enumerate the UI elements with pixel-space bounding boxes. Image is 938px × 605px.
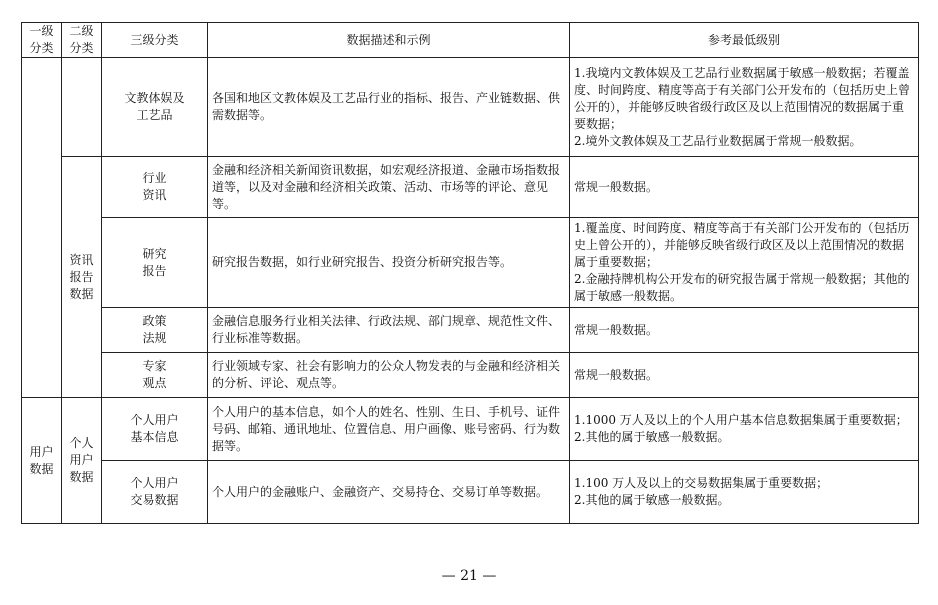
text-line: 分类 [29,41,54,55]
min-level-cell: 常规一般数据。 [570,353,919,398]
table-row [22,157,919,218]
table-row [22,398,919,461]
level3-cell [102,398,208,461]
text-line: 1.我境内文教体娱及工艺品行业数据属于敏感一般数据；若覆盖度、时间跨度、精度等高于有关部门公开发布的（包括历史上曾公开的），并能够反映省级行政区及以上范围情况的数据属于重要数据； [574,65,911,131]
header-level2 [62,23,102,58]
text-line: 报告 [142,263,167,278]
min-level-cell: 常规一般数据。 [570,308,919,353]
table-row [22,58,919,157]
text-line: 研究 [142,246,167,261]
text-line: 分类 [69,41,94,55]
text-line: 2.其他的属于敏感一般数据。 [574,493,730,507]
text-line: 个人 [69,436,94,450]
text-line: 个人用户 [130,476,179,490]
level2-cell-user [62,398,102,524]
level2-cell-zixun [62,157,102,398]
data-classification-table [21,22,919,524]
text-line: 个人用户 [130,413,179,427]
text-line: 用户 [29,444,54,459]
text-line: 1.覆盖度、时间跨度、精度等高于有关部门公开发布的（包括历史上曾公开的），并能够反映省级行政区及以上范围情况的数据属于重要数据； [574,221,910,269]
header-min-level: 参考最低级别 [570,23,919,58]
min-level-cell: 常规一般数据。 [570,157,919,218]
table-row [22,353,919,398]
min-level-cell [570,461,919,524]
table-row [22,461,919,524]
text-line: 1.100 万人及以上的交易数据集属于重要数据； [574,476,829,490]
table-row [22,308,919,353]
text-line: 文教体娱及 [124,91,185,105]
level3-cell [102,218,208,308]
level2-cell-empty [62,58,102,157]
level3-cell [102,461,208,524]
header-description: 数据描述和示例 [208,23,570,58]
text-line: 二级 [69,24,94,38]
text-line: 一级 [29,24,54,38]
text-line: 1.1000 万人及以上的个人用户基本信息数据集属于重要数据； [574,413,908,427]
text-line: 基本信息 [130,430,179,444]
text-line: 数据 [29,461,54,476]
header-level3: 三级分类 [102,23,208,58]
header-level1 [22,23,62,58]
text-line: 数据 [69,470,94,484]
text-line: 用户 [69,453,94,467]
level3-cell [102,308,208,353]
min-level-cell [570,398,919,461]
level1-cell-user [22,398,62,524]
description-cell: 行业领域专家、社会有影响力的公众人物发表的与金融和经济相关的分析、评论、观点等。 [208,353,570,398]
text-line: 专家 [142,359,167,373]
text-line: 行业 [142,171,167,185]
page-number: — 21 — [441,568,497,584]
description-cell: 金融信息服务行业相关法律、行政法规、部门规章、规范性文件、行业标准等数据。 [208,308,570,353]
text-line: 2.其他的属于敏感一般数据。 [574,430,730,444]
text-line: 资讯 [69,252,94,267]
text-line: 资讯 [142,188,167,202]
description-cell: 各国和地区文教体娱及工艺品行业的指标、报告、产业链数据、供需数据等。 [208,58,570,157]
level3-cell [102,353,208,398]
text-line: 报告 [69,269,94,284]
text-line: 观点 [142,376,167,390]
table-row [22,218,919,308]
text-line: 数据 [69,286,94,301]
table-header-row [22,23,919,58]
description-cell: 个人用户的基本信息，如个人的姓名、性别、生日、手机号、证件号码、邮箱、通讯地址、位置信息、用户画像、账号密码、行为数据等。 [208,398,570,461]
min-level-cell [570,218,919,308]
text-line: 政策 [142,314,167,328]
text-line: 法规 [142,331,167,345]
text-line: 2.金融持牌机构公开发布的研究报告属于常规一般数据；其他的属于敏感一般数据。 [574,272,910,303]
min-level-cell [570,58,919,157]
description-cell: 研究报告数据，如行业研究报告、投资分析研究报告等。 [208,218,570,308]
level1-cell-a [22,58,62,398]
description-cell: 金融和经济相关新闻资讯数据，如宏观经济报道、金融市场指数报道等，以及对金融和经济相关政策、活动、市场等的评论、意见等。 [208,157,570,218]
text-line: 2.境外文教体娱及工艺品行业数据属于常规一般数据。 [574,133,862,148]
level3-cell [102,157,208,218]
text-line: 交易数据 [130,493,179,507]
text-line: 工艺品 [136,108,173,122]
description-cell: 个人用户的金融账户、金融资产、交易持仓、交易订单等数据。 [208,461,570,524]
level3-cell [102,58,208,157]
